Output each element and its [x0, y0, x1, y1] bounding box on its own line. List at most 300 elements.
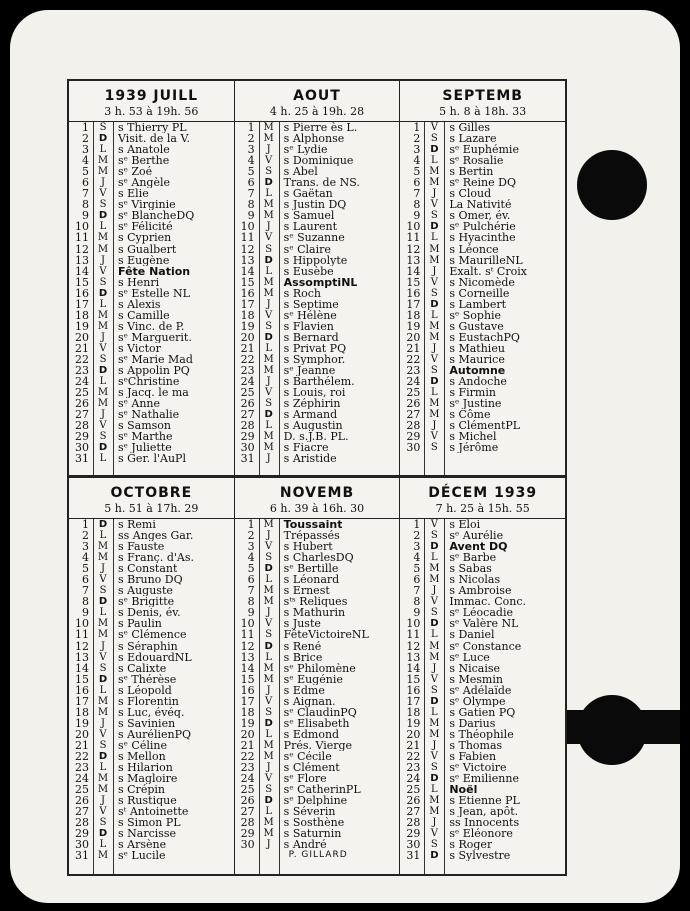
day-number: 18: [240, 309, 255, 321]
weekday-letter: D: [430, 221, 439, 233]
saint-name: D. s.J.B. PL.: [283, 431, 349, 443]
saint-name: sᵉ ClaudinPQ: [283, 706, 357, 718]
saint-name: s Andoche: [449, 376, 507, 388]
weekday-letter: L: [99, 530, 107, 542]
day-number: 26: [75, 398, 89, 410]
weekday-letter: J: [432, 585, 437, 597]
day-number: 31: [75, 453, 89, 465]
day-number: 30: [240, 839, 255, 851]
day-number: 11: [75, 629, 89, 641]
saint-name: sᵉ Suzanne: [283, 232, 345, 244]
day-number: 22: [406, 353, 421, 366]
day-number: 27: [406, 409, 421, 421]
day-number: 5: [82, 563, 89, 575]
weekday-letter: J: [100, 717, 105, 729]
day-number: 15: [75, 673, 89, 685]
saint-name: s Pierre ès L.: [283, 122, 358, 134]
day-number: 18: [75, 706, 89, 718]
saint-name: s Franç. d'As.: [118, 552, 194, 564]
weekday-letter: V: [430, 122, 438, 133]
day-number: 5: [247, 166, 255, 178]
day-number: 26: [406, 795, 421, 807]
weekday-letter: D: [264, 177, 273, 189]
weekday-letter: M: [97, 155, 109, 167]
saint-name: s Florentin: [118, 695, 179, 707]
day-number: 25: [406, 784, 421, 796]
saint-name: s Arsène: [118, 839, 167, 851]
month-column: [235, 478, 401, 874]
saint-name: sᵉ Cécile: [283, 750, 332, 763]
day-list: [400, 122, 565, 475]
saint-name: sᵉ Marguerit.: [118, 331, 192, 343]
saint-name: s Edmond: [283, 728, 340, 740]
weekday-letter: V: [430, 596, 438, 608]
day-number: 19: [75, 320, 89, 332]
day-number: 19: [406, 320, 421, 332]
saint-name: s Etienne PL: [449, 795, 520, 807]
weekday-letter: D: [264, 563, 273, 575]
day-number: 27: [75, 409, 89, 421]
column-divider: [93, 519, 94, 874]
day-number: 5: [82, 166, 89, 178]
day-number: 6: [82, 574, 89, 586]
day-number: 24: [240, 376, 255, 388]
saint-name: sᵉ Marthe: [118, 431, 173, 443]
weekday-letter: M: [263, 750, 274, 762]
saint-name: Exalt. sᵗ Croix: [449, 265, 527, 277]
weekday-letter: S: [430, 530, 438, 542]
saint-name: s Léopold: [118, 684, 172, 696]
weekday-letter: S: [99, 276, 107, 288]
saint-name: s Bruno DQ: [118, 574, 183, 586]
weekday-letter: M: [263, 817, 274, 829]
weekday-letter: L: [265, 651, 272, 663]
saint-name: ss Innocents: [449, 817, 520, 829]
saint-name: s Augustin: [283, 420, 343, 432]
saint-name: Toussaint: [283, 519, 343, 531]
weekday-letter: D: [98, 133, 108, 145]
saint-name: s Zéphirin: [283, 398, 341, 410]
saint-name: s Auguste: [118, 585, 173, 597]
day-number: 4: [247, 155, 255, 167]
publisher-name: P. GILLARD: [288, 850, 348, 861]
day-number: 27: [240, 409, 255, 421]
saint-name: s Léonard: [283, 574, 340, 586]
day-number: 29: [75, 431, 89, 443]
day-number: 10: [240, 618, 255, 630]
saint-name: s Privat PQ: [283, 342, 347, 354]
day-number: 20: [75, 728, 89, 740]
day-number: 9: [413, 210, 421, 222]
saint-name: s Daniel: [449, 629, 495, 641]
weekday-letter: D: [430, 144, 439, 156]
saint-name: Automne: [449, 365, 506, 377]
day-number: 2: [82, 530, 89, 542]
saint-name: sᵗ Antoinette: [118, 806, 189, 818]
weekday-letter: J: [432, 739, 437, 751]
column-divider: [424, 519, 425, 874]
weekday-letter: M: [263, 122, 274, 133]
month-name: AOUT: [293, 88, 341, 104]
weekday-letter: M: [429, 166, 440, 178]
day-number: 25: [406, 387, 421, 399]
sunrise-sunset: 3 h. 53 à 19h. 56: [104, 105, 199, 118]
saint-name: s Séraphin: [118, 640, 178, 652]
saint-name: La Nativité: [449, 199, 512, 211]
column-divider: [279, 519, 280, 874]
saint-name: s Sosthène: [283, 817, 345, 829]
month-name: NOVEMB: [279, 485, 355, 501]
column-divider: [259, 122, 260, 475]
day-number: 8: [82, 596, 89, 608]
weekday-letter: D: [430, 850, 439, 862]
day-number: 26: [406, 398, 421, 410]
saint-name: sᵉ Clémence: [118, 629, 187, 641]
saint-name: s Cloud: [449, 188, 492, 200]
weekday-letter: M: [429, 243, 440, 255]
day-number: 10: [75, 221, 89, 233]
weekday-letter: S: [430, 442, 438, 454]
saint-name: s Luc, évéq.: [118, 706, 185, 718]
weekday-letter: S: [430, 133, 438, 145]
weekday-letter: D: [264, 640, 273, 652]
weekday-letter: S: [430, 684, 438, 696]
saint-name: s Calixte: [118, 662, 167, 674]
weekday-letter: L: [99, 607, 107, 619]
weekday-letter: M: [429, 651, 440, 663]
weekday-letter: V: [430, 519, 438, 530]
day-number: 24: [406, 773, 421, 785]
day-number: 24: [240, 773, 255, 785]
weekday-letter: S: [430, 365, 438, 377]
day-number: 16: [75, 684, 89, 696]
day-number: 29: [240, 431, 255, 443]
saint-name: s Gatien PQ: [449, 706, 516, 718]
saint-name: s Anatole: [118, 144, 170, 156]
day-number: 3: [247, 541, 255, 553]
day-number: 16: [406, 684, 421, 696]
day-number: 20: [240, 728, 255, 740]
day-number: 28: [75, 420, 89, 432]
saint-name: s Symphor.: [283, 353, 346, 366]
month-header: [400, 478, 565, 519]
weekday-letter: V: [265, 618, 273, 630]
weekday-letter: S: [430, 210, 438, 222]
day-number: 30: [406, 442, 421, 454]
weekday-letter: D: [98, 596, 108, 608]
saint-name: s Gualbert: [118, 243, 177, 255]
day-number: 21: [406, 342, 421, 354]
weekday-letter: M: [429, 795, 440, 807]
weekday-letter: L: [431, 784, 438, 796]
weekday-letter: J: [266, 376, 271, 388]
saint-name: s Denis, év.: [118, 607, 181, 619]
weekday-letter: J: [432, 265, 437, 277]
weekday-letter: J: [432, 342, 437, 354]
day-number: 11: [406, 629, 421, 641]
binder-ring: [550, 710, 680, 744]
weekday-letter: D: [264, 717, 273, 729]
day-number: 30: [75, 442, 89, 454]
saint-name: s Justin DQ: [283, 199, 347, 211]
weekday-letter: J: [100, 795, 105, 807]
weekday-letter: V: [265, 773, 273, 785]
weekday-letter: J: [432, 662, 437, 674]
weekday-letter: L: [265, 420, 272, 432]
day-number: 12: [75, 640, 89, 652]
weekday-letter: M: [429, 728, 440, 740]
weekday-letter: L: [99, 144, 107, 156]
day-number: 6: [247, 574, 255, 586]
weekday-letter: J: [266, 144, 271, 156]
weekday-letter: S: [265, 552, 273, 564]
saint-name: ss Anges Gar.: [118, 530, 194, 542]
saint-name: s Roger: [449, 839, 493, 851]
saint-name: sᵉ Rosalie: [449, 155, 504, 167]
saint-name: sᵉ Thérèse: [118, 673, 177, 685]
day-number: 13: [406, 254, 421, 266]
weekday-letter: V: [265, 232, 273, 244]
weekday-letter: L: [431, 232, 438, 244]
saint-name: s ClémentPL: [449, 420, 521, 432]
saint-name: Visit. de la V.: [118, 133, 190, 145]
weekday-letter: M: [263, 353, 274, 365]
day-number: 4: [82, 552, 89, 564]
saint-name: s Mathurin: [283, 607, 346, 619]
weekday-letter: M: [97, 243, 109, 255]
saint-name: s Juste: [283, 618, 321, 630]
month-header: [69, 81, 234, 122]
day-number: 1: [247, 519, 255, 531]
day-number: 22: [75, 750, 89, 763]
day-number: 14: [75, 662, 89, 674]
day-number: 12: [240, 640, 255, 652]
weekday-letter: M: [97, 387, 109, 399]
weekday-letter: L: [431, 552, 438, 564]
saint-name: sᵉ Berthe: [118, 155, 170, 167]
saint-name: s Bertin: [449, 166, 494, 178]
weekday-letter: V: [99, 188, 107, 200]
weekday-letter: J: [266, 684, 271, 696]
day-number: 26: [75, 795, 89, 807]
weekday-letter: M: [263, 596, 274, 608]
weekday-letter: J: [100, 640, 105, 652]
saint-name: s CharlesDQ: [283, 552, 354, 564]
day-number: 25: [75, 387, 89, 399]
weekday-letter: S: [99, 817, 107, 829]
month-name: SEPTEMB: [442, 88, 523, 104]
weekday-letter: L: [99, 684, 107, 696]
weekday-letter: V: [99, 420, 107, 432]
day-number: 24: [75, 773, 89, 785]
saint-name: Immac. Conc.: [449, 596, 527, 608]
saint-name: s Fabien: [449, 750, 497, 763]
weekday-letter: S: [430, 607, 438, 619]
saint-name: s Gustave: [449, 320, 504, 332]
saint-name: sᵉ CatherinPL: [283, 784, 361, 796]
weekday-letter: V: [265, 695, 273, 707]
weekday-letter: D: [430, 376, 439, 388]
weekday-letter: J: [432, 188, 437, 200]
weekday-letter: D: [264, 331, 273, 343]
saint-name: sᵉ Emilienne: [449, 773, 519, 785]
saint-name: sᵉ Hélène: [283, 309, 337, 321]
saint-name: s Omer, év.: [449, 210, 511, 222]
day-number: 10: [240, 221, 255, 233]
saint-name: s Nicolas: [449, 574, 501, 586]
saint-name: sᵉ Philomène: [283, 662, 356, 674]
weekday-letter: M: [97, 541, 109, 553]
day-number: 29: [240, 828, 255, 840]
day-number: 24: [75, 376, 89, 388]
saint-name: sᵉ Aurélie: [449, 530, 504, 542]
day-number: 16: [75, 287, 89, 299]
saint-name: s Samson: [118, 420, 172, 432]
day-number: 3: [82, 541, 89, 553]
saint-name: s Gaëtan: [283, 188, 333, 200]
weekday-letter: M: [429, 177, 440, 189]
day-number: 11: [75, 232, 89, 244]
weekday-letter: M: [263, 287, 274, 299]
saint-name: s Alexis: [118, 298, 161, 310]
day-number: 20: [240, 331, 255, 343]
weekday-letter: J: [100, 177, 105, 189]
saint-name: sᵉChristine: [118, 376, 180, 388]
saint-name: s Edme: [283, 684, 325, 696]
saint-name: s Clément: [283, 762, 340, 774]
day-number: 30: [240, 442, 255, 454]
day-number: 9: [82, 607, 89, 619]
saint-name: s Thierry PL: [118, 122, 187, 134]
day-number: 9: [82, 210, 89, 222]
weekday-letter: D: [430, 773, 439, 785]
saint-name: sᵉ Anne: [118, 398, 161, 410]
weekday-letter: L: [265, 265, 272, 277]
day-number: 13: [406, 651, 421, 663]
weekday-letter: D: [98, 287, 108, 299]
weekday-letter: D: [98, 673, 108, 685]
day-number: 2: [247, 530, 255, 542]
saint-name: s Paulin: [118, 618, 162, 630]
day-number: 30: [75, 839, 89, 851]
weekday-letter: J: [100, 254, 105, 266]
saint-name: s Hilarion: [118, 762, 173, 774]
saint-name: sᵉ Brigitte: [118, 596, 175, 608]
weekday-letter: S: [99, 662, 107, 674]
saint-name: s Roch: [283, 287, 321, 299]
saint-name: sᵉ Victoire: [449, 762, 507, 774]
saint-name: sᵉ Virginie: [118, 199, 176, 211]
day-number: 23: [75, 762, 89, 774]
day-number: 8: [413, 199, 421, 211]
weekday-letter: V: [99, 574, 107, 586]
saint-name: s Camille: [118, 309, 170, 321]
sunrise-sunset: 4 h. 25 à 19h. 28: [269, 105, 365, 118]
day-number: 10: [75, 618, 89, 630]
weekday-letter: M: [97, 629, 109, 641]
weekday-letter: M: [429, 409, 440, 421]
weekday-letter: M: [97, 166, 109, 178]
month-name: 1939 JUILL: [104, 88, 199, 104]
day-number: 19: [75, 717, 89, 729]
day-number: 6: [413, 177, 421, 189]
day-number: 11: [240, 232, 255, 244]
day-number: 8: [247, 596, 255, 608]
saint-name: s Lambert: [449, 298, 507, 310]
day-number: 29: [406, 431, 421, 443]
weekday-letter: V: [430, 750, 438, 762]
weekday-letter: L: [99, 376, 107, 388]
saint-name: sᵉ Angèle: [118, 177, 171, 189]
weekday-letter: M: [263, 739, 274, 751]
saint-name: sᵉ Eléonore: [449, 828, 513, 840]
day-number: 4: [247, 552, 255, 564]
day-number: 14: [406, 265, 421, 277]
weekday-letter: D: [98, 365, 108, 377]
saint-name: s Rustique: [118, 795, 177, 807]
day-number: 5: [247, 563, 255, 575]
saint-name: s Appolin PQ: [118, 365, 190, 377]
day-number: 16: [240, 287, 255, 299]
column-divider: [113, 519, 114, 874]
saint-name: s Ambroise: [449, 585, 512, 597]
weekday-letter: D: [430, 541, 439, 553]
saint-name: s Hubert: [283, 541, 333, 553]
day-number: 7: [247, 188, 255, 200]
saint-name: s Eloi: [449, 519, 481, 531]
weekday-letter: V: [430, 431, 438, 443]
month-header: [400, 81, 565, 122]
day-number: 16: [406, 287, 421, 299]
saint-name: sᵉ Marie Mad: [118, 353, 193, 366]
weekday-letter: D: [430, 695, 439, 707]
column-divider: [424, 122, 425, 475]
saint-name: sᵉ Sophie: [449, 309, 502, 321]
saint-name: s Fiacre: [283, 442, 329, 454]
day-number: 3: [413, 144, 421, 156]
day-number: 15: [406, 673, 421, 685]
weekday-letter: L: [431, 309, 438, 321]
weekday-letter: V: [265, 309, 273, 321]
weekday-letter: S: [265, 784, 273, 796]
column-divider: [279, 122, 280, 475]
saint-name: sᵉ Barbe: [449, 552, 497, 564]
saint-name: s Victor: [118, 342, 161, 354]
saint-name: s Bernard: [283, 331, 339, 343]
day-number: 24: [406, 376, 421, 388]
weekday-letter: M: [97, 706, 109, 718]
month-column: [69, 478, 235, 874]
weekday-letter: L: [431, 155, 438, 167]
saint-name: s Armand: [283, 409, 338, 421]
saint-name: s Laurent: [283, 221, 338, 233]
saint-name: s Eusèbe: [283, 265, 334, 277]
saint-name: s Ernest: [283, 585, 330, 597]
saint-name: Trépassés: [283, 530, 340, 542]
saint-name: Prés. Vierge: [283, 739, 353, 751]
calendar-block-summer: [67, 79, 567, 477]
saint-name: s Samuel: [283, 210, 335, 222]
saint-name: s AurélienPQ: [118, 728, 191, 740]
saint-name: s Gilles: [449, 122, 490, 134]
day-number: 12: [240, 243, 255, 255]
saint-name: s Flavien: [283, 320, 334, 332]
day-number: 10: [406, 618, 421, 630]
day-number: 2: [413, 530, 421, 542]
day-number: 1: [82, 519, 89, 531]
weekday-letter: V: [99, 806, 107, 818]
day-number: 17: [240, 298, 255, 310]
